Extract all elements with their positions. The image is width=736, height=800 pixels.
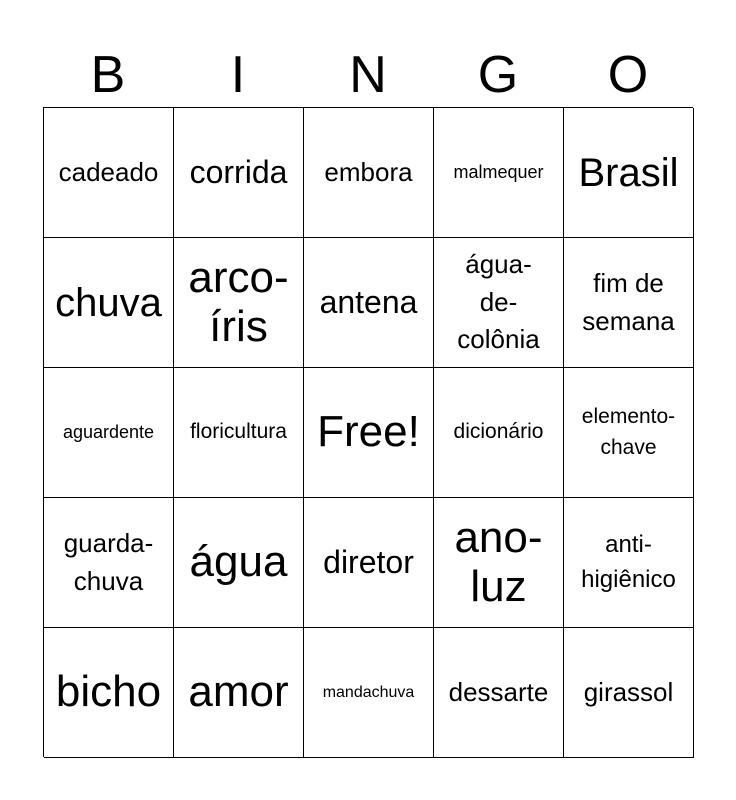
bingo-cell[interactable] (174, 108, 304, 238)
bingo-cell[interactable] (44, 368, 174, 498)
bingo-cell[interactable] (564, 238, 694, 368)
bingo-cell[interactable] (304, 108, 434, 238)
bingo-cell[interactable] (44, 498, 174, 628)
cell-text: Brasil (578, 150, 679, 195)
bingo-cell[interactable] (434, 628, 564, 758)
bingo-cell[interactable] (174, 368, 304, 498)
header-letter-b: B (90, 46, 126, 104)
cell-text: Free! (317, 407, 420, 457)
bingo-cell[interactable] (304, 628, 434, 758)
cell-text: diretor (323, 544, 414, 581)
header-letter-o: O (607, 46, 649, 104)
cell-text: amor (188, 667, 289, 717)
cell-text: dicionário (453, 420, 544, 444)
cell-text: fim de semana (582, 267, 675, 336)
cell-text: água-de-colônia (457, 248, 540, 355)
bingo-cell[interactable] (174, 628, 304, 758)
bingo-cell[interactable] (44, 108, 174, 238)
cell-text: chuva (55, 280, 162, 325)
cell-text: bicho (55, 667, 162, 717)
cell-text: arco-íris (188, 253, 289, 351)
header-letter-i: I (230, 46, 246, 104)
cell-text: ano-luz (454, 513, 543, 611)
cell-text: cadeado (58, 156, 159, 187)
cell-text: dessarte (448, 676, 549, 707)
cell-text: aguardente (62, 421, 155, 442)
bingo-cell[interactable] (304, 498, 434, 628)
bingo-cell[interactable] (174, 238, 304, 368)
bingo-cell[interactable] (434, 108, 564, 238)
cell-text: malmequer (453, 161, 544, 182)
cell-text: anti-higiênico (581, 530, 676, 593)
cell-text: embora (324, 156, 413, 187)
bingo-cell[interactable] (564, 368, 694, 498)
bingo-cell[interactable] (434, 238, 564, 368)
free-space-cell[interactable] (304, 368, 434, 498)
cell-text: água (189, 537, 288, 587)
bingo-cell[interactable] (434, 498, 564, 628)
header-letter-g: G (477, 46, 519, 104)
bingo-cell[interactable] (44, 238, 174, 368)
bingo-cell[interactable] (44, 628, 174, 758)
bingo-cell[interactable] (174, 498, 304, 628)
cell-text: corrida (189, 154, 288, 191)
bingo-cell[interactable] (564, 108, 694, 238)
cell-text: girassol (583, 676, 674, 707)
bingo-header (43, 42, 693, 108)
bingo-cell[interactable] (564, 628, 694, 758)
bingo-cell[interactable] (434, 368, 564, 498)
cell-text: elemento-chave (581, 405, 676, 459)
cell-text: antena (319, 284, 418, 321)
bingo-cell[interactable] (304, 238, 434, 368)
bingo-card (43, 107, 693, 757)
cell-text: guarda-chuva (63, 527, 154, 596)
cell-text: mandachuva (322, 683, 415, 701)
bingo-cell[interactable] (564, 498, 694, 628)
header-letter-n: N (349, 46, 387, 104)
cell-text: floricultura (190, 420, 287, 444)
